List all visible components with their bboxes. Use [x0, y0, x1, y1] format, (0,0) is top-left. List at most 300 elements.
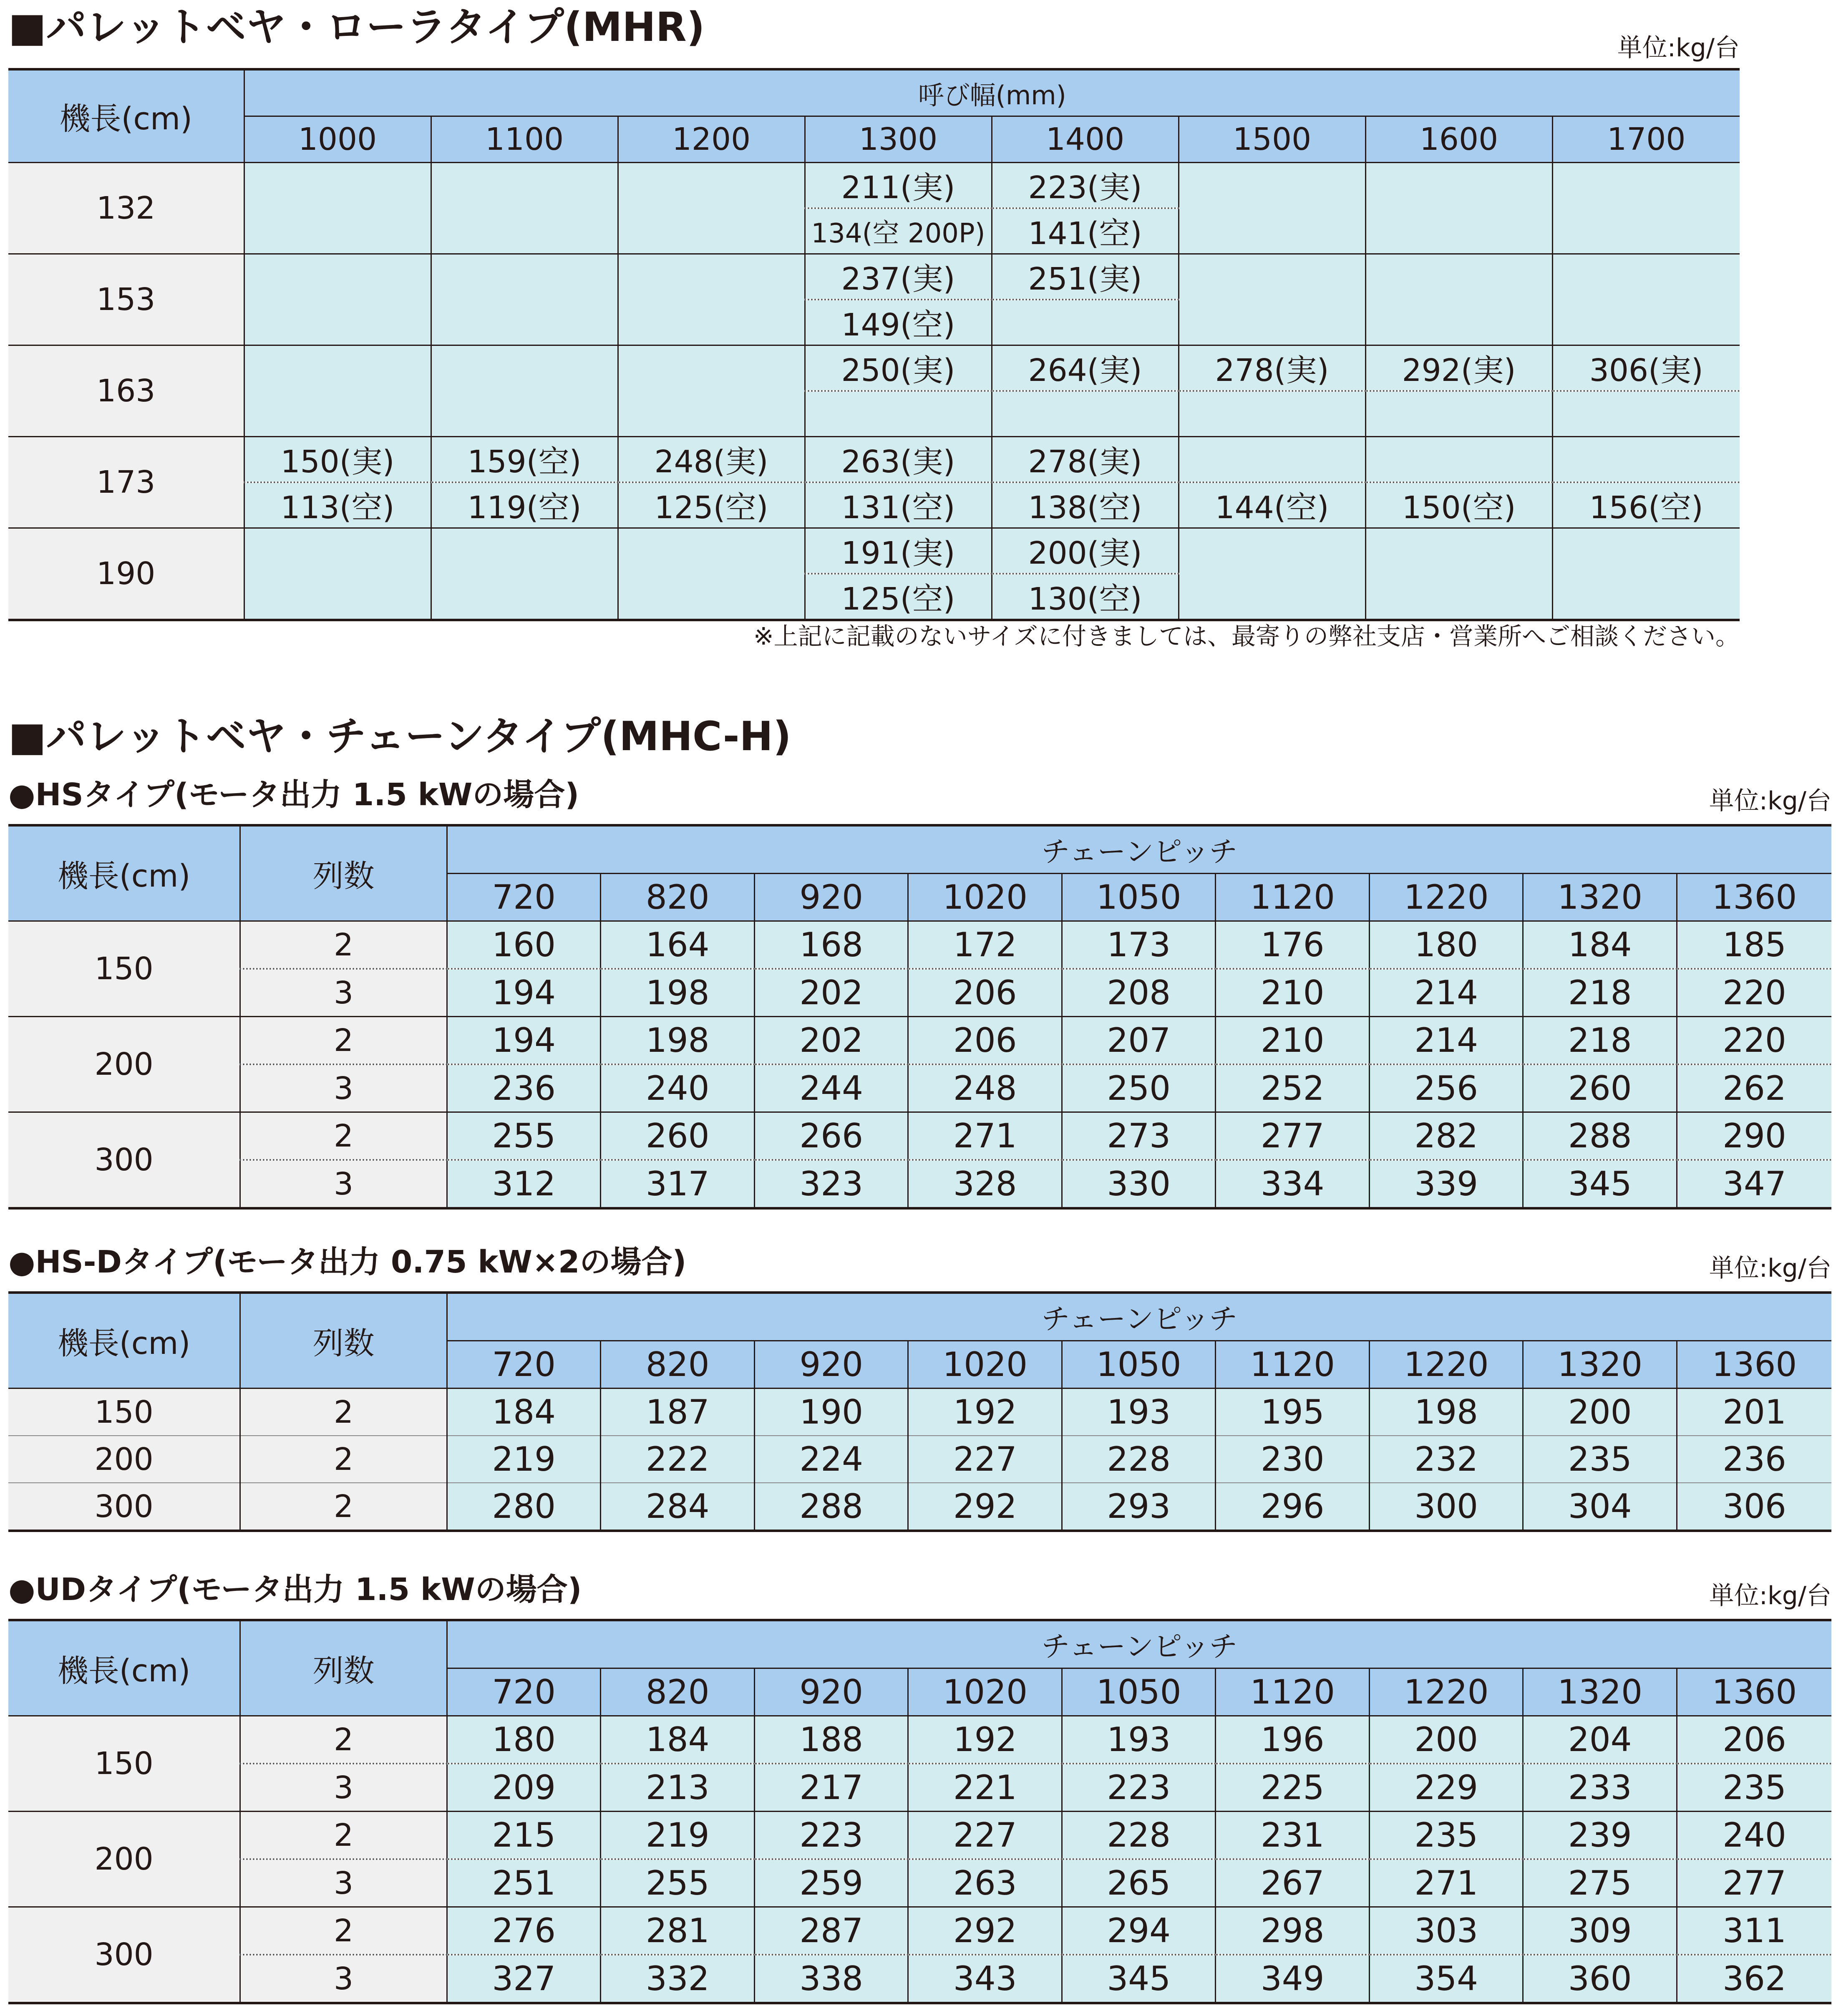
row-length: 300 — [8, 1483, 240, 1531]
weight-cell: 119(空) — [431, 482, 618, 528]
weight-cell: 198 — [601, 1017, 755, 1065]
header-pitch-value: 1220 — [1369, 874, 1523, 921]
empty-cell — [1552, 254, 1740, 345]
weight-cell: 206 — [908, 969, 1062, 1017]
weight-cell: 231 — [1216, 1812, 1370, 1860]
weight-cell: 263(実) — [805, 437, 992, 483]
weight-cell: 150(実) — [244, 437, 431, 483]
table-row — [8, 1389, 1831, 1436]
weight-cell: 235 — [1369, 1812, 1523, 1860]
header-pitch-value: 1020 — [908, 874, 1062, 921]
table-row — [8, 1017, 1831, 1065]
header-width-value: 1400 — [992, 116, 1179, 163]
header-pitch-value: 1050 — [1062, 1341, 1216, 1389]
row-length: 300 — [8, 1112, 240, 1209]
row-count: 3 — [240, 1764, 447, 1812]
weight-cell: 222 — [601, 1436, 755, 1483]
row-count: 2 — [240, 1436, 447, 1483]
subtitle-ud: ●UDタイプ(モータ出力 1.5 kWの場合) — [8, 1572, 582, 1608]
header-pitch-value: 820 — [601, 874, 755, 921]
weight-cell — [1365, 391, 1552, 437]
header-pitch-value: 720 — [447, 874, 601, 921]
row-length: 300 — [8, 1907, 240, 2003]
weight-cell: 345 — [1523, 1160, 1677, 1208]
header-pitch: チェーンピッチ — [447, 1620, 1831, 1668]
header-length: 機長(cm) — [8, 825, 240, 921]
weight-cell: 232 — [1369, 1436, 1523, 1483]
empty-cell — [244, 345, 431, 437]
weight-cell: 230 — [1216, 1436, 1370, 1483]
weight-cell: 164 — [601, 921, 755, 969]
weight-cell: 303 — [1369, 1907, 1523, 1955]
weight-cell: 330 — [1062, 1160, 1216, 1208]
weight-cell: 194 — [447, 1017, 601, 1065]
weight-cell: 235 — [1677, 1764, 1831, 1812]
weight-cell: 190 — [754, 1389, 908, 1436]
empty-cell — [244, 528, 431, 620]
weight-cell: 206 — [908, 1017, 1062, 1065]
weight-cell: 347 — [1677, 1160, 1831, 1208]
weight-cell: 265 — [1062, 1859, 1216, 1907]
weight-cell: 280 — [447, 1483, 601, 1531]
weight-cell: 113(空) — [244, 482, 431, 528]
row-count: 3 — [240, 1859, 447, 1907]
header-length: 機長(cm) — [8, 1620, 240, 1716]
table-row — [8, 1812, 1831, 1860]
weight-cell: 298 — [1216, 1907, 1370, 1955]
empty-cell — [1179, 528, 1365, 620]
header-pitch-value: 1320 — [1523, 874, 1677, 921]
header-pitch-value: 1050 — [1062, 874, 1216, 921]
weight-cell: 150(空) — [1365, 482, 1552, 528]
empty-cell — [431, 254, 618, 345]
header-width-value: 1700 — [1552, 116, 1740, 163]
weight-cell: 198 — [1369, 1389, 1523, 1436]
row-length: 150 — [8, 1716, 240, 1812]
weight-cell: 201 — [1677, 1389, 1831, 1436]
header-width-value: 1200 — [618, 116, 805, 163]
weight-cell: 255 — [447, 1112, 601, 1160]
weight-cell: 343 — [908, 1955, 1062, 2003]
table-row — [8, 528, 1740, 574]
weight-cell: 144(空) — [1179, 482, 1365, 528]
weight-cell: 210 — [1216, 1017, 1370, 1065]
header-pitch-value: 1220 — [1369, 1341, 1523, 1389]
header-pitch-value: 1360 — [1677, 1341, 1831, 1389]
header-length: 機長(cm) — [8, 1293, 240, 1389]
weight-cell: 339 — [1369, 1160, 1523, 1208]
row-length: 163 — [8, 345, 244, 437]
weight-cell: 125(空) — [618, 482, 805, 528]
unit-label-mhr: 単位:kg/台 — [1617, 33, 1740, 63]
weight-cell: 271 — [1369, 1859, 1523, 1907]
empty-cell — [1179, 254, 1365, 345]
row-count: 2 — [240, 1483, 447, 1531]
table-row — [8, 1955, 1831, 2003]
row-count: 2 — [240, 1812, 447, 1860]
table-row — [8, 1483, 1831, 1531]
weight-cell: 176 — [1216, 921, 1370, 969]
weight-cell: 125(空) — [805, 574, 992, 620]
empty-cell — [618, 345, 805, 437]
weight-cell: 149(空) — [805, 300, 992, 345]
weight-cell: 214 — [1369, 1017, 1523, 1065]
weight-cell: 227 — [908, 1436, 1062, 1483]
weight-cell: 311 — [1677, 1907, 1831, 1955]
weight-cell: 277 — [1216, 1112, 1370, 1160]
empty-cell — [1552, 163, 1740, 254]
weight-cell: 360 — [1523, 1955, 1677, 2003]
header-pitch-value: 720 — [447, 1668, 601, 1716]
weight-cell: 284 — [601, 1483, 755, 1531]
weight-cell: 240 — [601, 1064, 755, 1112]
table-row — [8, 969, 1831, 1017]
table-row — [8, 1064, 1831, 1112]
weight-cell: 202 — [754, 1017, 908, 1065]
weight-cell: 207 — [1062, 1017, 1216, 1065]
row-count: 2 — [240, 1907, 447, 1955]
empty-cell — [244, 163, 431, 254]
empty-cell — [244, 254, 431, 345]
weight-cell: 223(実) — [992, 163, 1179, 209]
weight-cell: 233 — [1523, 1764, 1677, 1812]
weight-cell: 219 — [447, 1436, 601, 1483]
header-pitch-value: 1220 — [1369, 1668, 1523, 1716]
weight-cell: 255 — [601, 1859, 755, 1907]
row-count: 2 — [240, 1716, 447, 1764]
empty-cell — [431, 163, 618, 254]
header-width: 呼び幅(mm) — [244, 69, 1740, 116]
hsd-weight-table — [8, 1291, 1831, 1532]
header-width-value: 1600 — [1365, 116, 1552, 163]
row-count: 3 — [240, 969, 447, 1017]
table-row — [8, 1436, 1831, 1483]
row-count: 3 — [240, 1955, 447, 2003]
mhr-weight-table — [8, 68, 1740, 621]
weight-cell: 193 — [1062, 1716, 1216, 1764]
weight-cell: 185 — [1677, 921, 1831, 969]
empty-cell — [618, 163, 805, 254]
weight-cell: 278(実) — [1179, 345, 1365, 391]
weight-cell: 195 — [1216, 1389, 1370, 1436]
header-pitch-value: 920 — [754, 1668, 908, 1716]
weight-cell: 240 — [1677, 1812, 1831, 1860]
weight-cell: 292 — [908, 1907, 1062, 1955]
weight-cell: 217 — [754, 1764, 908, 1812]
weight-cell: 213 — [601, 1764, 755, 1812]
weight-cell: 202 — [754, 969, 908, 1017]
row-count: 3 — [240, 1064, 447, 1112]
weight-cell: 287 — [754, 1907, 908, 1955]
header-pitch-value: 1120 — [1216, 1668, 1370, 1716]
weight-cell: 309 — [1523, 1907, 1677, 1955]
weight-cell: 160 — [447, 921, 601, 969]
weight-cell: 194 — [447, 969, 601, 1017]
unit-label-ud: 単位:kg/台 — [1709, 1581, 1831, 1610]
weight-cell: 198 — [601, 969, 755, 1017]
empty-cell — [1365, 528, 1552, 620]
header-pitch-value: 920 — [754, 1341, 908, 1389]
header-pitch-value: 1360 — [1677, 874, 1831, 921]
weight-cell: 134(空 200P) — [805, 208, 992, 254]
table-row — [8, 1859, 1831, 1907]
weight-cell: 323 — [754, 1160, 908, 1208]
header-width-value: 1300 — [805, 116, 992, 163]
header-pitch-value: 1320 — [1523, 1341, 1677, 1389]
weight-cell: 306 — [1677, 1483, 1831, 1531]
weight-cell: 191(実) — [805, 528, 992, 574]
weight-cell: 200 — [1369, 1716, 1523, 1764]
weight-cell: 218 — [1523, 1017, 1677, 1065]
header-pitch-value: 1120 — [1216, 874, 1370, 921]
weight-cell — [992, 300, 1179, 345]
empty-cell — [618, 528, 805, 620]
row-count: 2 — [240, 1389, 447, 1436]
weight-cell: 362 — [1677, 1955, 1831, 2003]
weight-cell: 248(実) — [618, 437, 805, 483]
header-pitch-value: 720 — [447, 1341, 601, 1389]
empty-cell — [1365, 254, 1552, 345]
header-pitch-value: 820 — [601, 1341, 755, 1389]
weight-cell: 332 — [601, 1955, 755, 2003]
header-width-value: 1100 — [431, 116, 618, 163]
empty-cell — [431, 345, 618, 437]
weight-cell: 267 — [1216, 1859, 1370, 1907]
weight-cell: 210 — [1216, 969, 1370, 1017]
header-pitch-value: 1050 — [1062, 1668, 1216, 1716]
weight-cell — [805, 391, 992, 437]
weight-cell: 237(実) — [805, 254, 992, 300]
weight-cell: 224 — [754, 1436, 908, 1483]
weight-cell: 235 — [1523, 1436, 1677, 1483]
weight-cell: 292(実) — [1365, 345, 1552, 391]
weight-cell: 215 — [447, 1812, 601, 1860]
weight-cell: 228 — [1062, 1436, 1216, 1483]
table-row — [8, 163, 1740, 209]
weight-cell: 282 — [1369, 1112, 1523, 1160]
weight-cell: 294 — [1062, 1907, 1216, 1955]
header-length: 機長(cm) — [8, 69, 244, 163]
weight-cell: 349 — [1216, 1955, 1370, 2003]
header-rows: 列数 — [240, 825, 447, 921]
subtitle-hsd: ●HS-Dタイプ(モータ出力 0.75 kW×2の場合) — [8, 1244, 687, 1280]
weight-cell: 223 — [754, 1812, 908, 1860]
weight-cell: 159(空) — [431, 437, 618, 483]
ud-weight-table — [8, 1619, 1831, 2004]
weight-cell: 193 — [1062, 1389, 1216, 1436]
weight-cell: 188 — [754, 1716, 908, 1764]
header-pitch-value: 1020 — [908, 1668, 1062, 1716]
weight-cell: 296 — [1216, 1483, 1370, 1531]
weight-cell: 220 — [1677, 1017, 1831, 1065]
empty-cell — [1552, 528, 1740, 620]
weight-cell: 260 — [601, 1112, 755, 1160]
weight-cell: 208 — [1062, 969, 1216, 1017]
weight-cell: 290 — [1677, 1112, 1831, 1160]
unit-label-hs: 単位:kg/台 — [1709, 786, 1831, 816]
weight-cell: 263 — [908, 1859, 1062, 1907]
weight-cell: 354 — [1369, 1955, 1523, 2003]
weight-cell: 218 — [1523, 969, 1677, 1017]
table-row — [8, 1764, 1831, 1812]
weight-cell — [992, 391, 1179, 437]
weight-cell: 264(実) — [992, 345, 1179, 391]
section-title-mhr: ■パレットベヤ・ローラタイプ(MHR) — [8, 4, 705, 50]
weight-cell: 304 — [1523, 1483, 1677, 1531]
weight-cell — [1552, 437, 1740, 483]
weight-cell: 220 — [1677, 969, 1831, 1017]
weight-cell: 221 — [908, 1764, 1062, 1812]
weight-cell: 250(実) — [805, 345, 992, 391]
weight-cell: 239 — [1523, 1812, 1677, 1860]
weight-cell: 200 — [1523, 1389, 1677, 1436]
note-text: ※上記に記載のないサイズに付きましては、最寄りの弊社支店・営業所へご相談ください。 — [753, 622, 1740, 650]
row-count: 2 — [240, 1112, 447, 1160]
row-length: 190 — [8, 528, 244, 620]
weight-cell: 187 — [601, 1389, 755, 1436]
row-count: 2 — [240, 921, 447, 969]
row-length: 150 — [8, 1389, 240, 1436]
weight-cell: 228 — [1062, 1812, 1216, 1860]
table-row — [8, 254, 1740, 300]
weight-cell: 288 — [754, 1483, 908, 1531]
table-row — [8, 437, 1740, 483]
weight-cell — [1179, 391, 1365, 437]
weight-cell: 219 — [601, 1812, 755, 1860]
header-rows: 列数 — [240, 1620, 447, 1716]
weight-cell: 338 — [754, 1955, 908, 2003]
weight-cell: 214 — [1369, 969, 1523, 1017]
weight-cell: 317 — [601, 1160, 755, 1208]
weight-cell: 345 — [1062, 1955, 1216, 2003]
header-pitch-value: 1120 — [1216, 1341, 1370, 1389]
weight-cell: 229 — [1369, 1764, 1523, 1812]
header-pitch-value: 1320 — [1523, 1668, 1677, 1716]
empty-cell — [618, 254, 805, 345]
row-length: 200 — [8, 1812, 240, 1907]
table-row — [8, 345, 1740, 391]
table-row — [8, 1160, 1831, 1208]
weight-cell: 180 — [447, 1716, 601, 1764]
weight-cell: 293 — [1062, 1483, 1216, 1531]
weight-cell: 276 — [447, 1907, 601, 1955]
weight-cell: 225 — [1216, 1764, 1370, 1812]
hs-weight-table — [8, 824, 1831, 1210]
row-length: 132 — [8, 163, 244, 254]
weight-cell: 277 — [1677, 1859, 1831, 1907]
table-row — [8, 482, 1740, 528]
weight-cell: 184 — [447, 1389, 601, 1436]
weight-cell: 156(空) — [1552, 482, 1740, 528]
empty-cell — [1179, 163, 1365, 254]
weight-cell: 172 — [908, 921, 1062, 969]
weight-cell: 271 — [908, 1112, 1062, 1160]
weight-cell: 131(空) — [805, 482, 992, 528]
row-length: 200 — [8, 1017, 240, 1112]
weight-cell: 236 — [1677, 1436, 1831, 1483]
subtitle-hs: ●HSタイプ(モータ出力 1.5 kWの場合) — [8, 777, 579, 813]
weight-cell: 300 — [1369, 1483, 1523, 1531]
weight-cell: 278(実) — [992, 437, 1179, 483]
weight-cell: 306(実) — [1552, 345, 1740, 391]
row-count: 3 — [240, 1160, 447, 1208]
header-width-value: 1500 — [1179, 116, 1365, 163]
weight-cell: 266 — [754, 1112, 908, 1160]
weight-cell: 192 — [908, 1389, 1062, 1436]
weight-cell: 206 — [1677, 1716, 1831, 1764]
row-length: 200 — [8, 1436, 240, 1483]
weight-cell: 262 — [1677, 1064, 1831, 1112]
section-title-mhc: ■パレットベヤ・チェーンタイプ(MHC-H) — [8, 713, 791, 760]
table-row — [8, 921, 1831, 969]
header-rows: 列数 — [240, 1293, 447, 1389]
weight-cell — [1365, 437, 1552, 483]
weight-cell: 250 — [1062, 1064, 1216, 1112]
table-row — [8, 1907, 1831, 1955]
weight-cell: 184 — [601, 1716, 755, 1764]
weight-cell: 334 — [1216, 1160, 1370, 1208]
weight-cell: 275 — [1523, 1859, 1677, 1907]
row-length: 173 — [8, 437, 244, 528]
unit-label-hsd: 単位:kg/台 — [1709, 1254, 1831, 1283]
header-pitch: チェーンピッチ — [447, 1293, 1831, 1341]
weight-cell: 192 — [908, 1716, 1062, 1764]
weight-cell: 184 — [1523, 921, 1677, 969]
weight-cell: 256 — [1369, 1064, 1523, 1112]
weight-cell: 141(空) — [992, 208, 1179, 254]
header-pitch: チェーンピッチ — [447, 825, 1831, 874]
weight-cell — [1179, 437, 1365, 483]
weight-cell: 292 — [908, 1483, 1062, 1531]
weight-cell: 251 — [447, 1859, 601, 1907]
weight-cell: 223 — [1062, 1764, 1216, 1812]
weight-cell: 130(空) — [992, 574, 1179, 620]
weight-cell: 281 — [601, 1907, 755, 1955]
weight-cell: 248 — [908, 1064, 1062, 1112]
weight-cell — [1552, 391, 1740, 437]
weight-cell: 273 — [1062, 1112, 1216, 1160]
table-row — [8, 1716, 1831, 1764]
weight-cell: 211(実) — [805, 163, 992, 209]
weight-cell: 227 — [908, 1812, 1062, 1860]
weight-cell: 173 — [1062, 921, 1216, 969]
empty-cell — [431, 528, 618, 620]
weight-cell: 168 — [754, 921, 908, 969]
weight-cell: 252 — [1216, 1064, 1370, 1112]
header-pitch-value: 820 — [601, 1668, 755, 1716]
weight-cell: 260 — [1523, 1064, 1677, 1112]
header-pitch-value: 920 — [754, 874, 908, 921]
weight-cell: 204 — [1523, 1716, 1677, 1764]
row-length: 150 — [8, 921, 240, 1017]
weight-cell: 288 — [1523, 1112, 1677, 1160]
weight-cell: 327 — [447, 1955, 601, 2003]
weight-cell: 236 — [447, 1064, 601, 1112]
row-length: 153 — [8, 254, 244, 345]
weight-cell: 251(実) — [992, 254, 1179, 300]
table-row — [8, 1112, 1831, 1160]
weight-cell: 328 — [908, 1160, 1062, 1208]
weight-cell: 259 — [754, 1859, 908, 1907]
weight-cell: 138(空) — [992, 482, 1179, 528]
row-count: 2 — [240, 1017, 447, 1065]
empty-cell — [1365, 163, 1552, 254]
weight-cell: 244 — [754, 1064, 908, 1112]
header-pitch-value: 1020 — [908, 1341, 1062, 1389]
weight-cell: 209 — [447, 1764, 601, 1812]
weight-cell: 196 — [1216, 1716, 1370, 1764]
header-pitch-value: 1360 — [1677, 1668, 1831, 1716]
